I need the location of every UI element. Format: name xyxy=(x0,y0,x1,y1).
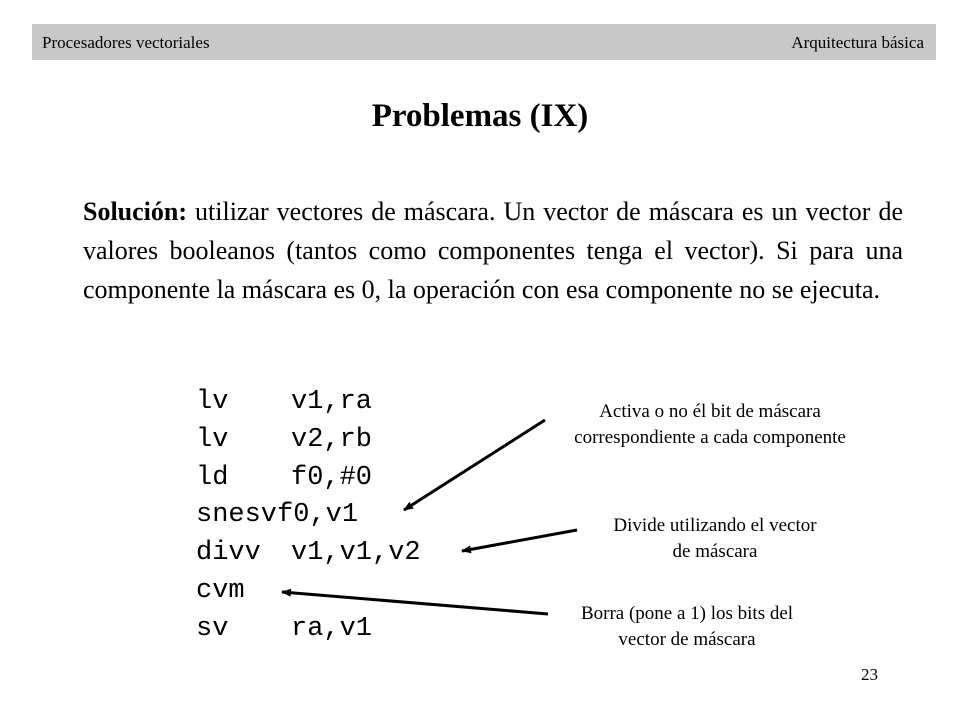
code-opcode: lv xyxy=(196,424,229,455)
arrow-to-snesv xyxy=(404,420,545,510)
code-opcode: ld xyxy=(196,462,229,493)
code-operands: v1,ra xyxy=(291,387,373,417)
page-number: 23 xyxy=(861,665,878,684)
code-operands: f0,#0 xyxy=(291,462,373,493)
annotation-line: correspondiente a cada componente xyxy=(574,427,846,448)
code-operands: v1,v1,v2 xyxy=(291,538,421,569)
code-operands: v2,rb xyxy=(291,424,373,455)
annotation-line: Activa o no él bit de máscara xyxy=(599,401,821,422)
annotation-mask-bit xyxy=(530,399,890,451)
annotation-line: vector de máscara xyxy=(618,629,756,650)
annotation-divide xyxy=(560,513,870,565)
annotation-line: Divide utilizando el vector xyxy=(613,515,817,536)
code-operands: f0,v1 xyxy=(277,500,359,531)
annotation-clear-mask xyxy=(532,601,842,653)
slide-title: Problemas (IX) xyxy=(371,98,589,134)
code-opcode: lv xyxy=(196,387,229,417)
arrow-to-cvm xyxy=(282,592,548,614)
solution-lead: Solución: xyxy=(83,197,188,226)
header-subsection-title: Arquitectura básica xyxy=(791,33,924,52)
annotation-line: Borra (pone a 1) los bits del xyxy=(580,603,794,624)
solution-text: utilizar vectores de máscara. Un vector de máscara es un vector de valores booleanos (tantos como componentes tenga el vector). Si para una componente la máscara es 0, la operación con esa componente no se ejecuta. xyxy=(83,197,903,304)
header-section-title: Procesadores vectoriales xyxy=(42,33,210,52)
code-operands: ra,v1 xyxy=(291,613,373,644)
annotation-line: de máscara xyxy=(672,541,758,562)
code-opcode: divv xyxy=(196,538,261,569)
code-opcode: sv xyxy=(196,613,229,644)
code-opcode: snesv xyxy=(196,500,278,531)
code-opcode: cvm xyxy=(196,575,245,606)
